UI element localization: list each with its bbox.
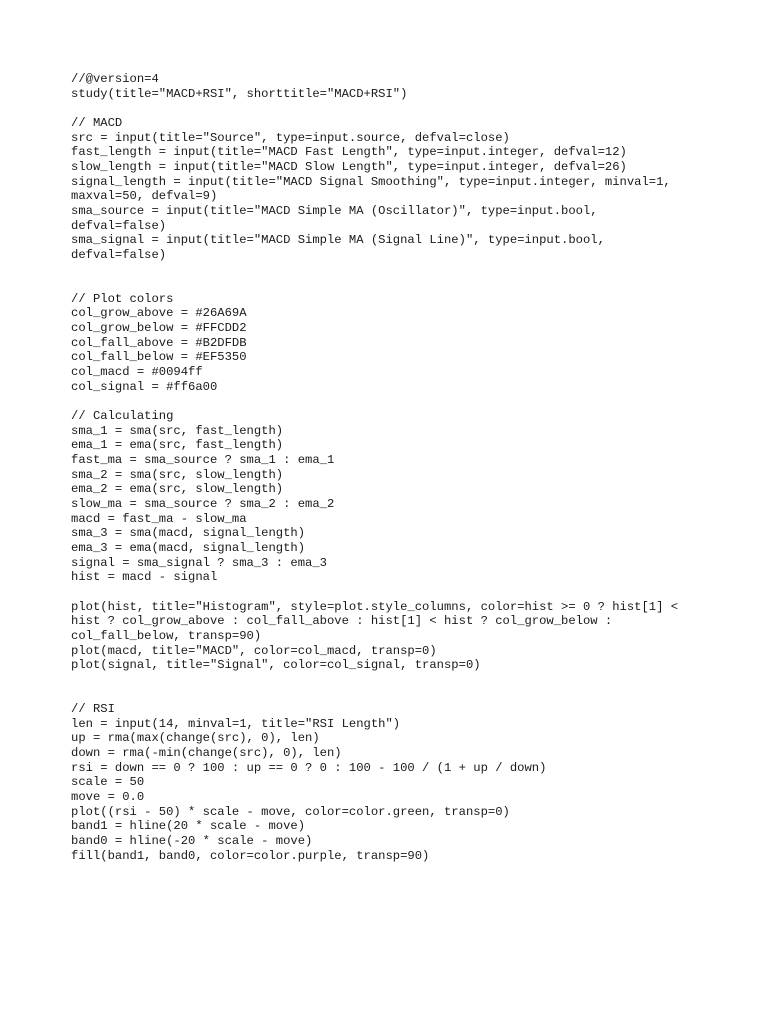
code-line: // MACD — [71, 115, 123, 130]
code-line: col_macd = #0094ff — [71, 365, 203, 380]
code-line: //@version=4 — [71, 72, 159, 86]
code-line: slow_ma = sma_source ? sma_2 : ema_2 — [71, 496, 335, 511]
code-line: hist ? col_grow_above : col_fall_above : hist[1] < hist ? col_grow_below : — [71, 614, 613, 629]
code-line: macd = fast_ma - slow_ma — [71, 511, 247, 526]
code-line: col_signal = #ff6a00 — [71, 379, 218, 394]
code-line: col_fall_above = #B2DFDB — [71, 335, 247, 350]
code-line — [71, 673, 761, 688]
code-line: plot((rsi - 50) * scale - move, color=color.green, transp=0) — [71, 804, 510, 819]
code-line — [71, 277, 761, 292]
code-line: fast_ma = sma_source ? sma_1 : ema_1 — [71, 453, 335, 467]
code-line: sma_2 = sma(src, slow_length) — [71, 467, 284, 482]
code-line — [71, 101, 761, 116]
code-line: sma_signal = input(title="MACD Simple MA (Signal Line)", type=input.bool, — [71, 233, 605, 248]
code-line: band1 = hline(20 * scale - move) — [71, 819, 306, 834]
code-line: slow_length = input(title="MACD Slow Length", type=input.integer, defval=26) — [71, 159, 627, 174]
code-listing — [71, 72, 761, 863]
code-line — [71, 687, 761, 702]
code-line: // RSI — [71, 702, 115, 717]
code-line: plot(signal, title="Signal", color=col_signal, transp=0) — [71, 658, 481, 673]
code-line: sma_source = input(title="MACD Simple MA (Oscillator)", type=input.bool, — [71, 203, 598, 218]
code-line: move = 0.0 — [71, 790, 145, 805]
code-line: src = input(title="Source", type=input.source, defval=close) — [71, 130, 510, 145]
code-line: sma_1 = sma(src, fast_length) — [71, 423, 284, 438]
code-line: scale = 50 — [71, 775, 145, 790]
code-line: ema_1 = ema(src, fast_length) — [71, 438, 284, 453]
code-line: plot(hist, title="Histogram", style=plot.style_columns, color=hist >= 0 ? hist[1] < — [71, 599, 679, 614]
code-line: defval=false) — [71, 247, 167, 262]
code-line: rsi = down == 0 ? 100 : up == 0 ? 0 : 100 - 100 / (1 + up / down) — [71, 760, 547, 775]
code-line: study(title="MACD+RSI", shorttitle="MACD+RSI") — [71, 86, 408, 101]
code-line: plot(macd, title="MACD", color=col_macd, transp=0) — [71, 643, 437, 658]
code-line: // Plot colors — [71, 291, 174, 306]
code-line: col_grow_above = #26A69A — [71, 306, 247, 321]
code-line: // Calculating — [71, 409, 174, 424]
code-line: ema_2 = ema(src, slow_length) — [71, 482, 284, 497]
code-line: signal = sma_signal ? sma_3 : ema_3 — [71, 555, 327, 570]
code-line: hist = macd - signal — [71, 570, 218, 585]
code-line: col_fall_below, transp=90) — [71, 628, 262, 643]
code-line: fill(band1, band0, color=color.purple, transp=90) — [71, 848, 430, 863]
code-line: len = input(14, minval=1, title="RSI Length") — [71, 716, 401, 731]
code-line — [71, 263, 761, 278]
code-line: ema_3 = ema(macd, signal_length) — [71, 540, 306, 555]
code-line: col_grow_below = #FFCDD2 — [71, 321, 247, 336]
code-line — [71, 394, 761, 409]
code-line: up = rma(max(change(src), 0), len) — [71, 731, 320, 746]
code-line — [71, 585, 761, 600]
code-line: fast_length = input(title="MACD Fast Length", type=input.integer, defval=12) — [71, 145, 627, 160]
code-line: signal_length = input(title="MACD Signal Smoothing", type=input.integer, minval=1, — [71, 174, 671, 189]
code-line: down = rma(-min(change(src), 0), len) — [71, 746, 342, 761]
code-line: defval=false) — [71, 218, 167, 233]
code-line: col_fall_below = #EF5350 — [71, 350, 247, 365]
code-line: maxval=50, defval=9) — [71, 189, 218, 204]
code-line: band0 = hline(-20 * scale - move) — [71, 834, 313, 849]
code-line: sma_3 = sma(macd, signal_length) — [71, 526, 306, 541]
